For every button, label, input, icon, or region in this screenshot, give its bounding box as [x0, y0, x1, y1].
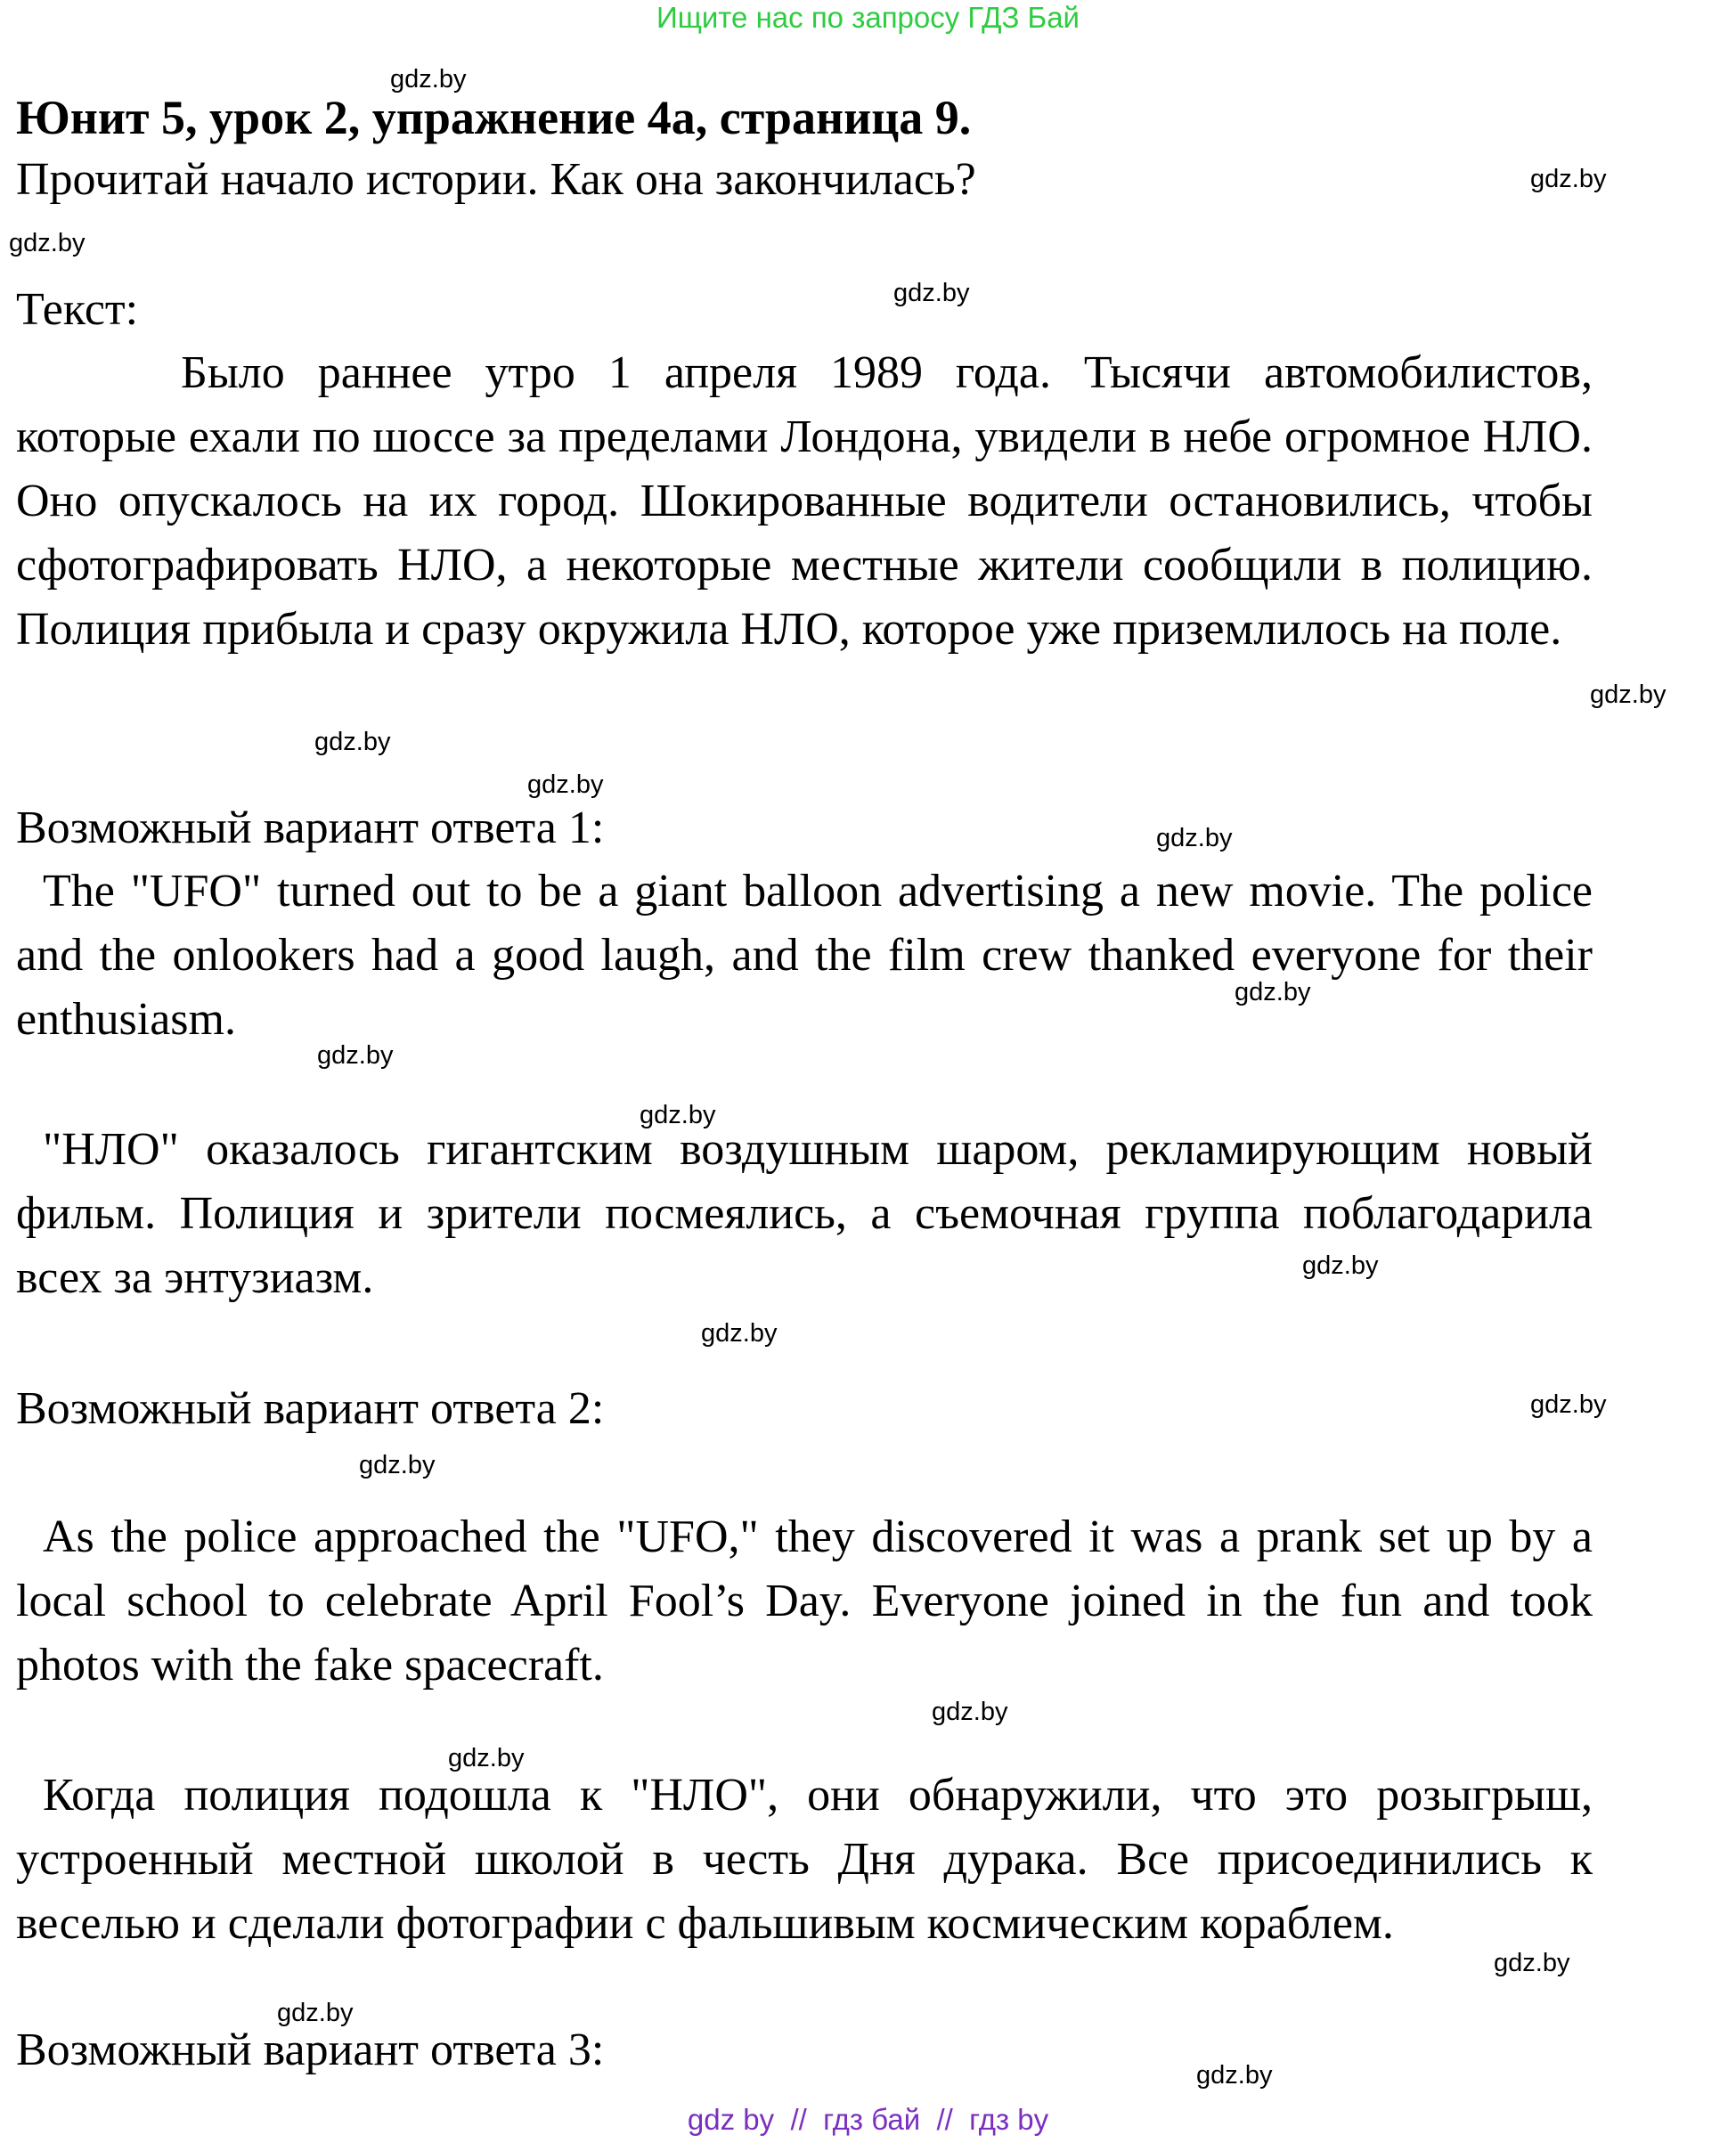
answer-2-label: Возможный вариант ответа 2:: [16, 1383, 605, 1434]
watermark: gdz.by: [359, 1451, 436, 1479]
watermark: gdz.by: [1590, 680, 1667, 709]
page-title: Юнит 5, урок 2, упражнение 4а, страница 9.: [16, 91, 972, 144]
watermark: gdz.by: [640, 1101, 716, 1129]
watermark: gdz.by: [1530, 1390, 1607, 1419]
watermark: gdz.by: [390, 65, 467, 94]
watermark: gdz.by: [314, 728, 391, 756]
answer-3-label: Возможный вариант ответа 3:: [16, 2025, 605, 2075]
watermark: gdz.by: [893, 279, 970, 307]
watermark: gdz.by: [1196, 2061, 1273, 2090]
footer-banner: gdz by // гдз бай // гдз by: [687, 2103, 1049, 2136]
watermark: gdz.by: [1156, 824, 1233, 852]
watermark: gdz.by: [9, 229, 86, 257]
answer-1-russian: "НЛО" оказалось гигантским воздушным шаром, рекламирующим новый фильм. Полиция и зрители посмеялись, а съемочная группа поблагодарила всех за энтузиазм.: [16, 1124, 1593, 1303]
watermark: gdz.by: [701, 1319, 778, 1348]
answer-2-english: As the police approached the "UFO," they discovered it was a prank set up by a local school to celebrate April Fool’s Day. Everyone joined in the fun and took photos with the fake spacecraft.: [16, 1511, 1593, 1691]
watermark: gdz.by: [1494, 1949, 1570, 1977]
header-banner: Ищите нас по запросу ГДЗ Бай: [656, 1, 1080, 34]
answer-1-label: Возможный вариант ответа 1:: [16, 803, 605, 853]
watermark: gdz.by: [1235, 978, 1311, 1006]
watermark: gdz.by: [527, 770, 604, 799]
watermark: gdz.by: [277, 1999, 354, 2027]
watermark: gdz.by: [317, 1041, 394, 1070]
task-text: Прочитай начало истории. Как она закончилась?: [16, 154, 976, 205]
watermark: gdz.by: [448, 1744, 525, 1772]
watermark: gdz.by: [932, 1698, 1008, 1726]
watermark: gdz.by: [1302, 1251, 1379, 1280]
answer-1-english: The "UFO" turned out to be a giant balloon advertising a new movie. The police and the onlookers had a good laugh, and the film crew thanked everyone for their enthusiasm.: [16, 866, 1593, 1045]
answer-2-russian: Когда полиция подошла к "НЛО", они обнаружили, что это розыгрыш, устроенный местной школой в честь Дня дурака. Все присоединились к веселью и сделали фотографии с фальшивым космическим кораблем.: [16, 1770, 1593, 1949]
watermark: gdz.by: [1530, 165, 1607, 193]
story-paragraph: Было раннее утро 1 апреля 1989 года. Тысячи автомобилистов, которые ехали по шоссе за пределами Лондона, увидели в небе огромное НЛО. Оно опускалось на их город. Шокированные водители остановились, чтобы сфотографировать НЛО, а некоторые местные жители сообщили в полицию. Полиция прибыла и сразу окружила НЛО, которое уже приземлилось на поле.: [16, 347, 1593, 655]
text-label: Текст:: [16, 284, 139, 335]
